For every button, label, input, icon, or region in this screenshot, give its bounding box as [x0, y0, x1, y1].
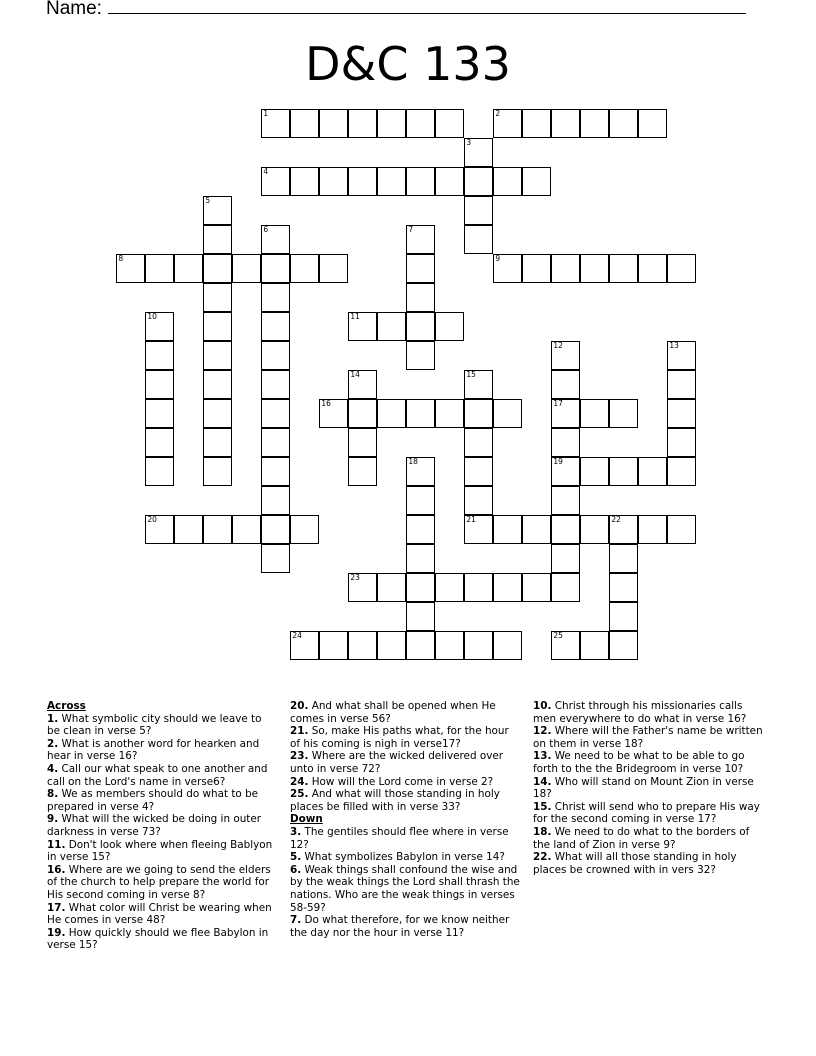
- grid-cell[interactable]: [435, 399, 464, 428]
- grid-cell[interactable]: [319, 109, 348, 138]
- down-clue: [533, 826, 763, 851]
- name-label: Name:: [46, 0, 102, 19]
- grid-cell[interactable]: [435, 109, 464, 138]
- grid-cell[interactable]: [348, 631, 377, 660]
- grid-cell[interactable]: [464, 399, 493, 428]
- grid-cell[interactable]: [261, 544, 290, 573]
- grid-cell[interactable]: [406, 254, 435, 283]
- cell-number: 24: [292, 631, 302, 641]
- grid-cell[interactable]: [348, 167, 377, 196]
- clue-text: Do what therefore, for we know neither the day nor the hour in verse 11?: [290, 914, 510, 939]
- grid-cell[interactable]: [348, 312, 377, 341]
- grid-cell[interactable]: [232, 254, 261, 283]
- clue-text: We as members should do what to be prepared in verse 4?: [47, 788, 259, 813]
- clue-number: 25.: [290, 788, 309, 801]
- grid-cell[interactable]: [551, 544, 580, 573]
- cell-number: 3: [466, 138, 472, 148]
- grid-cell[interactable]: [203, 225, 232, 254]
- across-clue: [47, 713, 277, 738]
- grid-cell[interactable]: [580, 515, 609, 544]
- grid-cell[interactable]: [261, 254, 290, 283]
- grid-cell[interactable]: [174, 515, 203, 544]
- clue-text: And what shall be opened when He comes in verse 56?: [290, 700, 496, 725]
- cell-number: 4: [263, 167, 269, 177]
- grid-cell[interactable]: [406, 341, 435, 370]
- down-clue: [290, 826, 520, 851]
- grid-cell[interactable]: [667, 254, 696, 283]
- cell-number: 9: [495, 254, 501, 264]
- down-clue: [290, 864, 520, 914]
- clue-number: 9.: [47, 813, 59, 826]
- grid-cell[interactable]: [261, 312, 290, 341]
- grid-cell[interactable]: [406, 602, 435, 631]
- clue-number: 4.: [47, 762, 59, 775]
- grid-cell[interactable]: [348, 399, 377, 428]
- grid-cell[interactable]: [435, 312, 464, 341]
- grid-cell[interactable]: [551, 370, 580, 399]
- across-clue: [290, 725, 520, 750]
- clue-text: What symbolic city should we leave to be clean in verse 5?: [47, 712, 262, 738]
- grid-cell[interactable]: [609, 573, 638, 602]
- grid-cell[interactable]: [609, 399, 638, 428]
- grid-cell[interactable]: [493, 254, 522, 283]
- grid-cell[interactable]: [551, 109, 580, 138]
- grid-cell[interactable]: [464, 631, 493, 660]
- grid-cell[interactable]: [406, 225, 435, 254]
- grid-cell[interactable]: [261, 225, 290, 254]
- grid-cell[interactable]: [261, 283, 290, 312]
- grid-cell[interactable]: [638, 515, 667, 544]
- grid-cell[interactable]: [522, 167, 551, 196]
- clue-text: What will all those standing in holy places be crowned with in vers 32?: [533, 851, 737, 876]
- grid-cell[interactable]: [203, 457, 232, 486]
- clue-number: 24.: [290, 775, 309, 788]
- grid-cell[interactable]: [638, 457, 667, 486]
- grid-cell[interactable]: [377, 573, 406, 602]
- across-clue: [47, 813, 277, 838]
- grid-cell[interactable]: [203, 370, 232, 399]
- clue-number: 12.: [533, 725, 552, 738]
- down-clue: [533, 776, 763, 801]
- cell-number: 14: [350, 370, 360, 380]
- cell-number: 16: [321, 399, 331, 409]
- clue-text: Where are the wicked delivered over unto in verse 72?: [290, 750, 504, 775]
- grid-cell[interactable]: [522, 573, 551, 602]
- clue-number: 11.: [47, 838, 66, 851]
- down-clue: [290, 914, 520, 939]
- grid-cell[interactable]: [261, 109, 290, 138]
- grid-cell[interactable]: [203, 515, 232, 544]
- clue-number: 7.: [290, 914, 302, 927]
- clue-text: What symbolizes Babylon in verse 14?: [301, 851, 505, 864]
- grid-cell[interactable]: [667, 399, 696, 428]
- cell-number: 8: [118, 254, 124, 264]
- grid-cell[interactable]: [290, 109, 319, 138]
- grid-cell[interactable]: [493, 167, 522, 196]
- grid-cell[interactable]: [493, 631, 522, 660]
- grid-cell[interactable]: [406, 515, 435, 544]
- cell-number: 10: [147, 312, 157, 322]
- grid-cell[interactable]: [377, 631, 406, 660]
- clue-text: Weak things shall confound the wise and by the weak things the Lord shall thrash the nations. Who are the weak things in verses 58-59?: [290, 863, 520, 914]
- grid-cell[interactable]: [667, 341, 696, 370]
- clue-number: 2.: [47, 737, 59, 750]
- clue-number: 21.: [290, 725, 309, 738]
- grid-cell[interactable]: [290, 515, 319, 544]
- grid-cell[interactable]: [261, 428, 290, 457]
- clue-number: 3.: [290, 825, 302, 838]
- grid-cell[interactable]: [667, 515, 696, 544]
- grid-cell[interactable]: [116, 254, 145, 283]
- across-clue: [47, 902, 277, 927]
- grid-cell[interactable]: [522, 515, 551, 544]
- clue-text: We need to be what to be able to go forth to the the Bridegroom in verse 10?: [533, 750, 745, 775]
- grid-cell[interactable]: [406, 312, 435, 341]
- grid-cell[interactable]: [551, 341, 580, 370]
- cell-number: 12: [553, 341, 563, 351]
- grid-cell[interactable]: [580, 457, 609, 486]
- grid-cell[interactable]: [435, 167, 464, 196]
- clue-number: 1.: [47, 712, 59, 725]
- cell-number: 22: [611, 515, 621, 525]
- clue-text: What is another word for hearken and hear in verse 16?: [47, 737, 260, 763]
- grid-cell[interactable]: [493, 109, 522, 138]
- across-clue: [47, 864, 277, 902]
- grid-cell[interactable]: [580, 399, 609, 428]
- grid-cell[interactable]: [406, 457, 435, 486]
- clue-number: 15.: [533, 800, 552, 813]
- clue-number: 13.: [533, 750, 552, 763]
- clue-text: How will the Lord come in verse 2?: [308, 775, 494, 788]
- down-clue: [533, 700, 763, 725]
- clue-number: 14.: [533, 775, 552, 788]
- grid-cell[interactable]: [319, 399, 348, 428]
- down-clue: [533, 801, 763, 826]
- grid-cell[interactable]: [609, 544, 638, 573]
- grid-cell[interactable]: [464, 515, 493, 544]
- across-clue: [290, 788, 520, 813]
- grid-cell[interactable]: [145, 515, 174, 544]
- grid-cell[interactable]: [203, 341, 232, 370]
- grid-cell[interactable]: [580, 109, 609, 138]
- clue-number: 10.: [533, 700, 552, 712]
- across-clue: [290, 700, 520, 725]
- cell-number: 5: [205, 196, 211, 206]
- clue-number: 19.: [47, 926, 66, 939]
- grid-cell[interactable]: [261, 167, 290, 196]
- grid-cell[interactable]: [464, 370, 493, 399]
- clue-text: So, make His paths what, for the hour of his coming is nigh in verse17?: [290, 725, 509, 750]
- cell-number: 6: [263, 225, 269, 235]
- cell-number: 11: [350, 312, 360, 322]
- clue-number: 22.: [533, 851, 552, 864]
- clue-text: Don't look where when fleeing Bablyon in verse 15?: [47, 838, 273, 864]
- grid-cell[interactable]: [406, 631, 435, 660]
- clue-number: 18.: [533, 825, 552, 838]
- grid-cell[interactable]: [203, 254, 232, 283]
- grid-cell[interactable]: [406, 544, 435, 573]
- grid-cell[interactable]: [464, 167, 493, 196]
- grid-cell[interactable]: [493, 573, 522, 602]
- grid-cell[interactable]: [609, 515, 638, 544]
- grid-cell[interactable]: [551, 631, 580, 660]
- clue-text: The gentiles should flee where in verse 12?: [290, 825, 509, 851]
- grid-cell[interactable]: [145, 457, 174, 486]
- grid-cell[interactable]: [667, 370, 696, 399]
- page-title: D&C 133: [305, 37, 511, 91]
- grid-cell[interactable]: [319, 254, 348, 283]
- grid-cell[interactable]: [464, 457, 493, 486]
- grid-cell[interactable]: [261, 486, 290, 515]
- grid-cell[interactable]: [203, 283, 232, 312]
- down-clue: [290, 851, 520, 864]
- clue-text: We need to do what to the borders of the land of Zion in verse 9?: [533, 825, 750, 851]
- grid-cell[interactable]: [348, 428, 377, 457]
- cell-number: 15: [466, 370, 476, 380]
- clue-text: Where will the Father's name be written on them in verse 18?: [533, 725, 763, 750]
- grid-cell[interactable]: [638, 109, 667, 138]
- clues-column-3: [533, 700, 763, 876]
- grid-cell[interactable]: [145, 341, 174, 370]
- grid-cell[interactable]: [145, 370, 174, 399]
- down-clue: [533, 725, 763, 750]
- clue-text: Call our what speak to one another and call on the Lord's name in verse6?: [47, 762, 268, 788]
- cell-number: 23: [350, 573, 360, 583]
- grid-cell[interactable]: [203, 196, 232, 225]
- clue-number: 8.: [47, 788, 59, 801]
- grid-cell[interactable]: [348, 573, 377, 602]
- cell-number: 1: [263, 109, 269, 119]
- cell-number: 19: [553, 457, 563, 467]
- grid-cell[interactable]: [522, 109, 551, 138]
- grid-cell[interactable]: [348, 370, 377, 399]
- grid-cell[interactable]: [261, 515, 290, 544]
- grid-cell[interactable]: [377, 167, 406, 196]
- grid-cell[interactable]: [464, 138, 493, 167]
- grid-cell[interactable]: [609, 457, 638, 486]
- cell-number: 21: [466, 515, 476, 525]
- cell-number: 18: [408, 457, 418, 467]
- cell-number: 25: [553, 631, 563, 641]
- across-clue: [47, 763, 277, 788]
- grid-cell[interactable]: [551, 573, 580, 602]
- across-clue: [47, 738, 277, 763]
- grid-cell[interactable]: [174, 254, 203, 283]
- clue-number: 16.: [47, 863, 66, 876]
- across-clue: [290, 776, 520, 789]
- clue-number: 6.: [290, 863, 302, 876]
- clues-column-1: [47, 700, 277, 952]
- grid-cell[interactable]: [551, 399, 580, 428]
- clue-text: And what will those standing in holy places be filled with in verse 33?: [290, 788, 500, 813]
- across-clue: [290, 750, 520, 775]
- grid-cell[interactable]: [319, 167, 348, 196]
- grid-cell[interactable]: [348, 109, 377, 138]
- grid-cell[interactable]: [493, 515, 522, 544]
- cell-number: 7: [408, 225, 414, 235]
- down-clue: [533, 851, 763, 876]
- clue-text: Christ through his missionaries calls men everywhere to do what in verse 16?: [533, 700, 747, 725]
- grid-cell[interactable]: [551, 515, 580, 544]
- grid-cell[interactable]: [464, 196, 493, 225]
- grid-cell[interactable]: [203, 399, 232, 428]
- clue-number: 23.: [290, 750, 309, 763]
- grid-cell[interactable]: [464, 225, 493, 254]
- grid-cell[interactable]: [203, 428, 232, 457]
- grid-cell[interactable]: [261, 457, 290, 486]
- grid-cell[interactable]: [435, 631, 464, 660]
- across-clue: [47, 927, 277, 952]
- grid-cell[interactable]: [464, 573, 493, 602]
- grid-cell[interactable]: [203, 312, 232, 341]
- across-clue: [47, 788, 277, 813]
- grid-cell[interactable]: [667, 457, 696, 486]
- grid-cell[interactable]: [145, 254, 174, 283]
- clue-text: What color will Christ be wearing when He comes in verse 48?: [47, 901, 272, 927]
- grid-cell[interactable]: [406, 573, 435, 602]
- grid-cell[interactable]: [551, 486, 580, 515]
- grid-cell[interactable]: [493, 399, 522, 428]
- grid-cell[interactable]: [145, 312, 174, 341]
- down-clue: [533, 750, 763, 775]
- grid-cell[interactable]: [609, 602, 638, 631]
- grid-cell[interactable]: [580, 631, 609, 660]
- grid-cell[interactable]: [377, 399, 406, 428]
- grid-cell[interactable]: [464, 486, 493, 515]
- grid-cell[interactable]: [551, 457, 580, 486]
- grid-cell[interactable]: [580, 254, 609, 283]
- grid-cell[interactable]: [406, 486, 435, 515]
- cell-number: 2: [495, 109, 501, 119]
- cell-number: 13: [669, 341, 679, 351]
- clues-column-2: [290, 700, 520, 939]
- grid-cell[interactable]: [638, 254, 667, 283]
- grid-cell[interactable]: [609, 109, 638, 138]
- grid-cell[interactable]: [290, 167, 319, 196]
- grid-cell[interactable]: [290, 254, 319, 283]
- clue-number: 20.: [290, 700, 309, 712]
- grid-cell[interactable]: [145, 428, 174, 457]
- cell-number: 20: [147, 515, 157, 525]
- grid-cell[interactable]: [667, 428, 696, 457]
- grid-cell[interactable]: [290, 631, 319, 660]
- cell-number: 17: [553, 399, 563, 409]
- grid-cell[interactable]: [435, 573, 464, 602]
- grid-cell[interactable]: [261, 399, 290, 428]
- grid-cell[interactable]: [406, 109, 435, 138]
- clue-text: Who will stand on Mount Zion in verse 18?: [533, 775, 754, 801]
- grid-cell[interactable]: [261, 370, 290, 399]
- grid-cell[interactable]: [609, 631, 638, 660]
- grid-cell[interactable]: [406, 399, 435, 428]
- clue-text: How quickly should we flee Babylon in verse 15?: [47, 926, 269, 952]
- clue-number: 17.: [47, 901, 66, 914]
- across-header: Across: [47, 700, 86, 712]
- down-header: Down: [290, 813, 323, 826]
- grid-cell[interactable]: [551, 254, 580, 283]
- grid-cell[interactable]: [377, 109, 406, 138]
- grid-cell[interactable]: [406, 167, 435, 196]
- grid-cell[interactable]: [609, 254, 638, 283]
- clue-text: Christ will send who to prepare His way for the second coming in verse 17?: [533, 800, 760, 826]
- grid-cell[interactable]: [406, 283, 435, 312]
- grid-cell[interactable]: [319, 631, 348, 660]
- clue-number: 5.: [290, 851, 302, 864]
- grid-cell[interactable]: [551, 428, 580, 457]
- across-clue: [47, 839, 277, 864]
- clue-text: Where are we going to send the elders of the church to help prepare the world for His second coming in verse 8?: [47, 863, 271, 901]
- grid-cell[interactable]: [261, 341, 290, 370]
- clue-text: What will the wicked be doing in outer darkness in verse 73?: [47, 813, 262, 838]
- grid-cell[interactable]: [464, 428, 493, 457]
- grid-cell[interactable]: [377, 312, 406, 341]
- grid-cell[interactable]: [348, 457, 377, 486]
- grid-cell[interactable]: [522, 254, 551, 283]
- grid-cell[interactable]: [145, 399, 174, 428]
- grid-cell[interactable]: [232, 515, 261, 544]
